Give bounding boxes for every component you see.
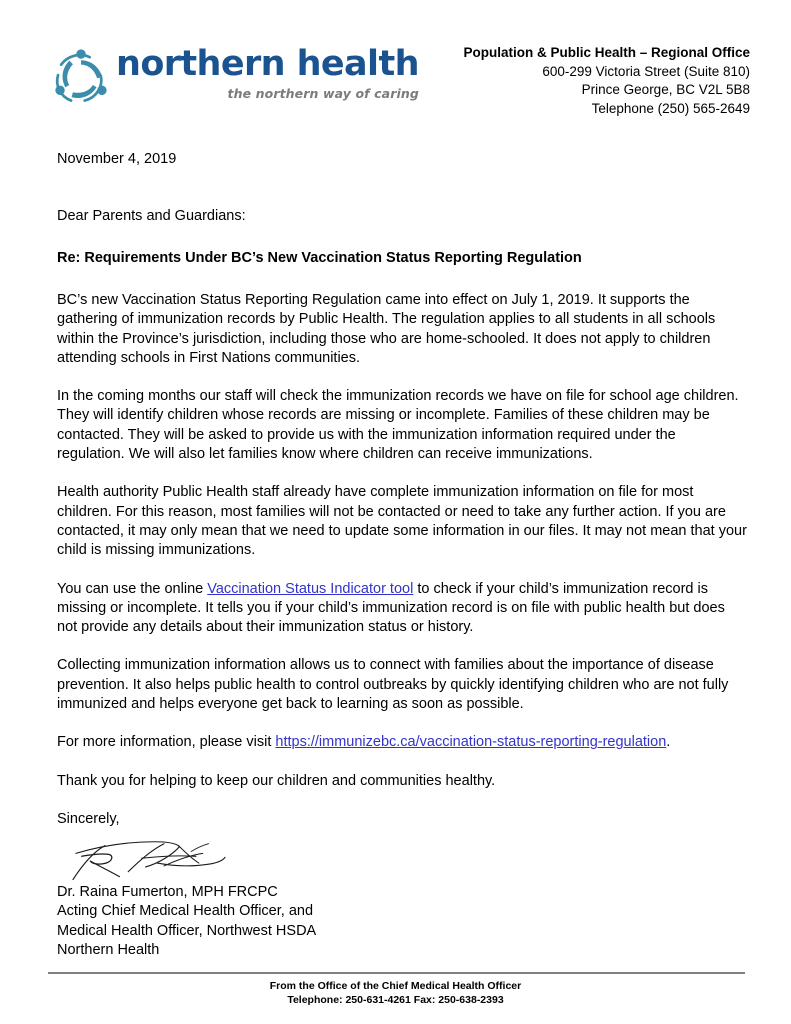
handwritten-signature [69, 835, 229, 881]
letterhead [0, 0, 791, 140]
paragraph-2: In the coming months our staff will check the immunization records we have on file for school age children. They will identify children whose records are missing or incomplete. Families of these children may be contacted. They will be asked to provide us with the immunization information required under the regulation. We will also let families know where children can receive immunizations. [57, 388, 739, 463]
signer-organization: Northern Health [57, 941, 160, 958]
paragraph-5: Collecting immunization information allows us to connect with families about the importance of disease prevention. It also helps public health to control outbreaks by quickly identifying children who are not fully immunized and helps everyone get back to learning as soon as possible. [57, 657, 729, 713]
paragraph-6 [57, 733, 747, 752]
logo-tagline: the northern way of caring [227, 86, 419, 101]
office-address-block [463, 44, 750, 118]
office-address-line-2: Prince George, BC V2L 5B8 [581, 82, 750, 97]
signer-title-2: Medical Health Officer, Northwest HSDA [57, 922, 317, 939]
logo-text-block [116, 44, 419, 102]
vaccination-status-indicator-tool-link[interactable]: Vaccination Status Indicator tool [207, 580, 414, 597]
closing: Sincerely, [57, 810, 120, 827]
subject-line: Re: Requirements Under BC’s New Vaccination Status Reporting Regulation [57, 250, 582, 266]
paragraph-4-text-after: to check if your child’s immunization record is missing or incomplete. It tells you if your child’s immunization record is on file with public health but does not provide any details about their immunization status or history. [57, 580, 725, 636]
immunizebc-url-link[interactable]: https://immunizebc.ca/vaccination-status-reporting-regulation [275, 734, 667, 751]
paragraph-4 [57, 580, 747, 638]
office-title: Population & Public Health – Regional Office [463, 45, 750, 60]
footer-text-block [0, 980, 791, 1007]
paragraph-3: Health authority Public Health staff already have complete immunization information on file for most children. For this reason, most families will not be contacted or need to take any further action. If you are contacted, it may only mean that we need to update some information in our files. It may not mean that your child is missing immunizations. [57, 484, 747, 559]
salutation: Dear Parents and Guardians: [57, 208, 246, 224]
office-address-line-1: 600-299 Victoria Street (Suite 810) [542, 63, 750, 79]
northern-health-three-figures-mark [50, 46, 112, 108]
paragraph-6-text-after: . [666, 734, 671, 751]
footer-line-2: Telephone: 250-631-4261 Fax: 250-638-2393 [287, 993, 504, 1006]
letter-body [57, 150, 747, 960]
office-telephone: Telephone (250) 565-2649 [591, 100, 750, 116]
paragraph-6-text-before: For more information, please visit [57, 734, 276, 751]
letter-date: November 4, 2019 [57, 151, 177, 167]
signer-block [57, 883, 747, 960]
footer-line-1: From the Office of the Chief Medical Health Officer [269, 980, 522, 992]
signer-name: Dr. Raina Fumerton, MPH FRCPC [57, 883, 278, 900]
thank-you-line: Thank you for helping to keep our children and communities healthy. [57, 772, 496, 789]
page-footer [0, 954, 791, 1024]
signer-title-1: Acting Chief Medical Health Officer, and [57, 903, 314, 920]
northern-health-logo [50, 44, 419, 108]
logo-wordmark: northern health [116, 44, 419, 84]
paragraph-4-text-before: You can use the online [57, 580, 208, 597]
footer-divider [48, 972, 745, 974]
paragraph-1: BC’s new Vaccination Status Reporting Regulation came into effect on July 1, 2019. It supports the gathering of immunization records by Public Health. The regulation applies to all students in all schools within the Province’s jurisdiction, including those who are home-schooled. It does not apply to children attending schools in First Nations communities. [57, 292, 716, 366]
